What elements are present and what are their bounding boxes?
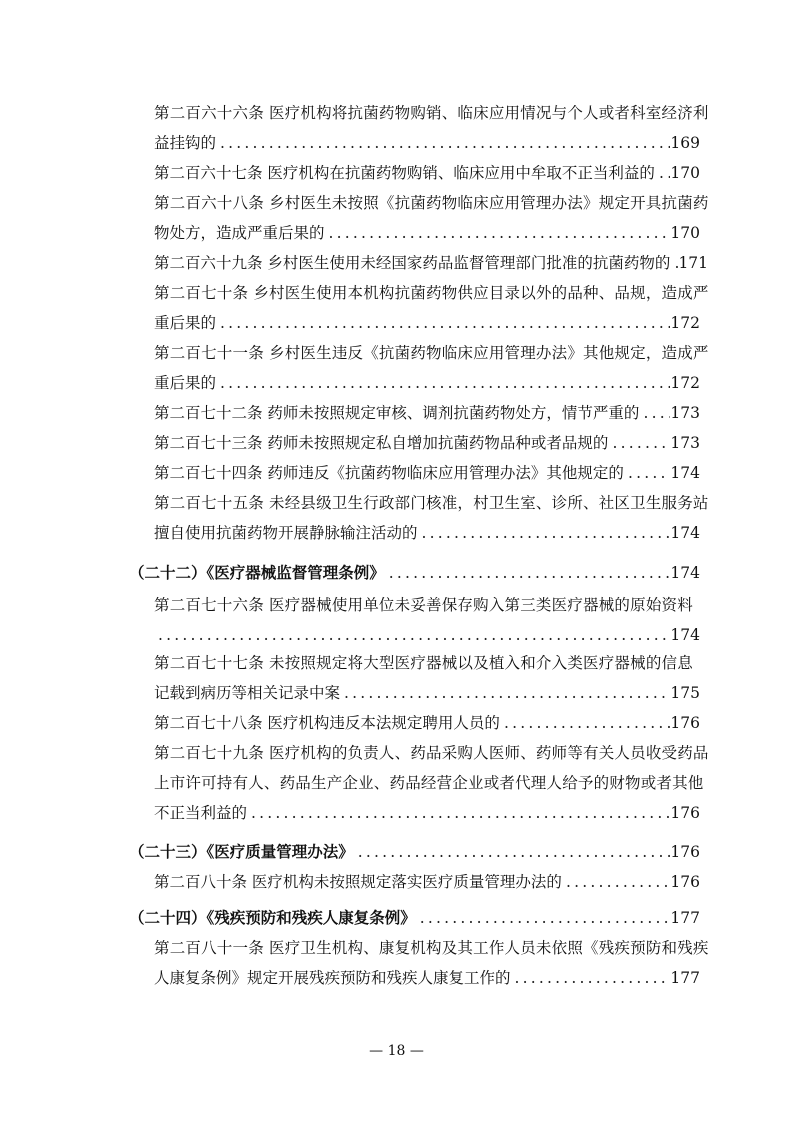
- toc-entry-text: （二十三）《医疗质量管理办法》: [129, 843, 354, 861]
- toc-page-number: 176: [670, 873, 700, 891]
- toc-entry-text: 第二百八十一条 医疗卫生机构、康复机构及其工作人员未依照《残疾预防和残疾: [154, 939, 709, 957]
- toc-entry-text: 第二百七十七条 未按照规定将大型医疗器械以及植入和介入类医疗器械的信息: [154, 654, 693, 672]
- toc-entry-text: 第二百六十七条 医疗机构在抗菌药物购销、临床应用中牟取不正当利益的: [154, 164, 655, 182]
- toc-leader-dots: [418, 523, 671, 543]
- toc-entry-text: 第二百七十九条 医疗机构的负责人、药品采购人医师、药师等有关人员收受药品: [154, 744, 709, 762]
- toc-leader-dots: [655, 163, 670, 183]
- toc-page-number: 174: [670, 564, 700, 582]
- toc-leader-dots: [154, 625, 670, 645]
- toc-entry-text: 第二百七十六条 医疗器械使用单位未妥善保存购入第三类医疗器械的原始资料: [154, 596, 693, 614]
- toc-leader-dots: [500, 713, 670, 733]
- toc-page-number: 176: [670, 843, 700, 861]
- toc-entry-text: 记载到病历等相关记录中案: [154, 684, 341, 702]
- toc-leader-dots: [608, 433, 670, 453]
- page-number: — 18 —: [369, 1043, 424, 1059]
- toc-entry-text: （二十四）《残疾预防和残疾人康复条例》: [129, 909, 416, 927]
- toc-entry-text: 第二百七十条 乡村医生使用本机构抗菌药物供应目录以外的品种、品规，造成严: [154, 284, 709, 302]
- toc-page-number: 169: [670, 134, 700, 152]
- toc-entry-text: 第二百七十四条 药师违反《抗菌药物临床应用管理办法》其他规定的: [154, 464, 624, 482]
- toc-entry-text: 第二百六十六条 医疗机构将抗菌药物购销、临床应用情况与个人或者科室经济利: [154, 104, 709, 122]
- toc-leader-dots: [385, 563, 671, 583]
- toc-leader-dots: [624, 463, 670, 483]
- toc-entry-text: 第二百六十八条 乡村医生未按照《抗菌药物临床应用管理办法》规定开具抗菌药: [154, 194, 709, 212]
- toc-entry-text: （二十二）《医疗器械监督管理条例》: [129, 564, 385, 582]
- toc-entry-text: 第二百七十八条 医疗机构违反本法规定聘用人员的: [154, 714, 500, 732]
- toc-leader-dots: [511, 968, 671, 988]
- toc-leader-dots: [216, 133, 670, 153]
- toc-entry-text: 第二百七十一条 乡村医生违反《抗菌药物临床应用管理办法》其他规定，造成严: [154, 344, 709, 362]
- toc-page-number: 176: [670, 714, 700, 732]
- toc-page-number: 177: [670, 969, 700, 987]
- toc-entry-text: 人康复条例》规定开展残疾预防和残疾人康复工作的: [154, 969, 511, 987]
- toc-page-number: 173: [670, 434, 700, 452]
- toc-page-number: 176: [670, 804, 700, 822]
- toc-leader-dots: [354, 842, 671, 862]
- toc-entry-text: 上市许可持有人、药品生产企业、药品经营企业或者代理人给予的财物或者其他: [154, 774, 704, 792]
- toc-leader-dots: [216, 313, 670, 333]
- toc-page-number: 174: [670, 464, 700, 482]
- toc-page-number: 170: [670, 224, 700, 242]
- toc-entry-text: 益挂钩的: [154, 134, 217, 152]
- toc-entry-text: 第二百七十三条 药师未按照规定私自增加抗菌药物品种或者品规的: [154, 434, 609, 452]
- toc-page-number: 174: [670, 626, 700, 644]
- toc-page-number: 177: [670, 909, 700, 927]
- toc-entry-text: 第二百七十二条 药师未按照规定审核、调剂抗菌药物处方，情节严重的: [154, 404, 640, 422]
- toc-leader-dots: [340, 683, 670, 703]
- toc-page-number: 175: [670, 684, 700, 702]
- toc-page-number: 172: [670, 374, 700, 392]
- toc-leader-dots: [562, 872, 670, 892]
- toc-leader-dots: [416, 908, 671, 928]
- toc-page-number: 171: [678, 254, 709, 272]
- toc-leader-dots: [325, 223, 671, 243]
- toc-entry-text: 物处方，造成严重后果的: [154, 224, 325, 242]
- toc-entry-text: 擅自使用抗菌药物开展静脉输注活动的: [154, 524, 418, 542]
- toc-leader-dots: [670, 253, 678, 273]
- toc-entry-text: 第二百七十五条 未经县级卫生行政部门核准，村卫生室、诊所、社区卫生服务站: [154, 494, 709, 512]
- toc-page-number: 173: [670, 404, 700, 422]
- toc-entry-text: 重后果的: [154, 374, 217, 392]
- toc-page-number: 172: [670, 314, 700, 332]
- toc-leader-dots: [247, 803, 670, 823]
- toc-page-number: 170: [670, 164, 700, 182]
- toc-leader-dots: [639, 403, 670, 423]
- toc-entry-text: 重后果的: [154, 314, 217, 332]
- toc-entry-text: 第二百八十条 医疗机构未按照规定落实医疗质量管理办法的: [154, 873, 562, 891]
- toc-entry-text: 第二百六十九条 乡村医生使用未经国家药品监督管理部门批准的抗菌药物的: [154, 254, 671, 272]
- toc-entry-text: 不正当利益的: [154, 804, 248, 822]
- toc-leader-dots: [216, 373, 670, 393]
- toc-page-number: 174: [670, 524, 700, 542]
